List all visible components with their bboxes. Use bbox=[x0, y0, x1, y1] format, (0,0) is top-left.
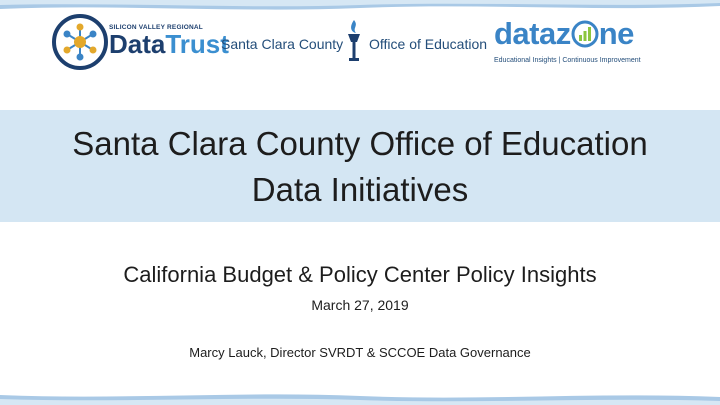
title-line-1: Santa Clara County Office of Education bbox=[72, 125, 648, 162]
datatrust-word-part1: Data bbox=[109, 29, 166, 59]
presenter-credit: Marcy Lauck, Director SVRDT & SCCOE Data Governance bbox=[189, 345, 531, 360]
bottom-wave-decoration bbox=[0, 389, 720, 405]
datazone-word-part1: dataz bbox=[494, 16, 571, 51]
datazone-wordmark bbox=[494, 18, 634, 49]
network-hub-icon bbox=[52, 14, 108, 70]
datazone-word-part2: ne bbox=[598, 16, 634, 51]
datatrust-word-part2: Trust bbox=[165, 29, 229, 59]
bar-chart-circle-icon bbox=[571, 20, 599, 48]
datatrust-top-text: SILICON VALLEY REGIONAL bbox=[109, 24, 203, 31]
datazone-tagline: Educational Insights | Continuous Improvement bbox=[494, 57, 641, 64]
sccoe-left-text: Santa Clara County bbox=[221, 36, 344, 52]
datatrust-wordmark bbox=[109, 31, 229, 57]
subtitle: California Budget & Policy Center Policy Insights bbox=[123, 262, 597, 287]
presentation-date: March 27, 2019 bbox=[311, 297, 409, 313]
sccoe-right-text: Office of Education bbox=[369, 36, 488, 52]
title-line-2: Data Initiatives bbox=[251, 171, 469, 208]
torch-icon bbox=[343, 18, 365, 62]
datatrust-logo bbox=[52, 14, 229, 74]
